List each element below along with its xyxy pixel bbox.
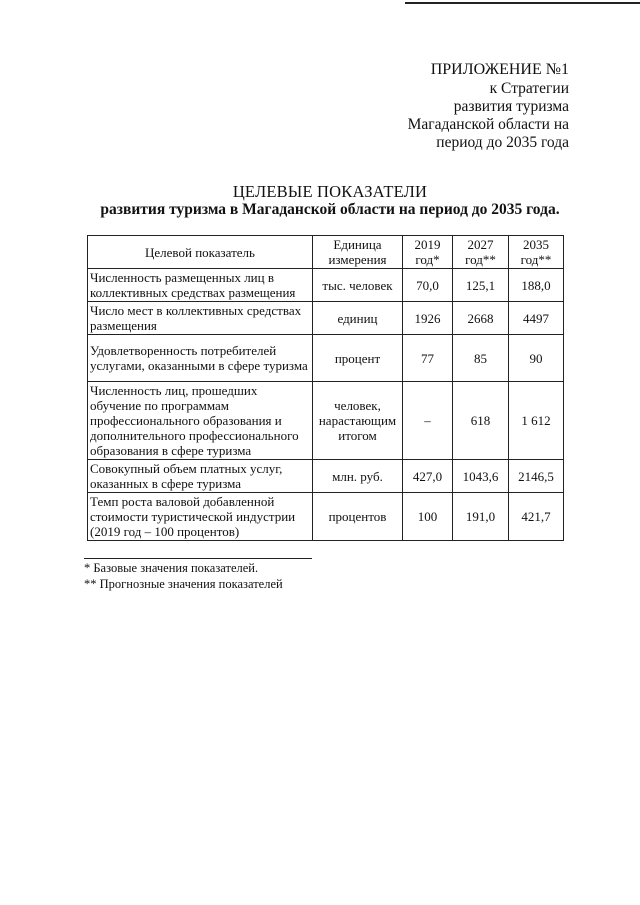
document-title: ЦЕЛЕВЫЕ ПОКАЗАТЕЛИ	[232, 182, 428, 201]
table-header-row	[88, 236, 564, 269]
cell-2027: 125,1	[453, 269, 509, 302]
appendix-line-2: к Стратегии	[489, 80, 569, 97]
cell-indicator: Темп роста валовой добавленной стоимости туристической индустрии (2019 год – 100 процентов)	[88, 493, 313, 541]
cell-indicator: Численность размещенных лиц в коллективных средствах размещения	[88, 269, 313, 302]
cell-2027: 1043,6	[453, 460, 509, 493]
cell-unit: человек, нарастающим итогом	[313, 382, 403, 460]
header-2019: 2019 год*	[403, 236, 453, 269]
header-2027: 2027 год**	[453, 236, 509, 269]
appendix-line-3: развития туризма	[453, 98, 569, 115]
table-row	[88, 302, 564, 335]
footnote-base: * Базовые значения показателей.	[84, 561, 259, 575]
cell-2035: 90	[509, 335, 564, 382]
cell-unit: млн. руб.	[313, 460, 403, 493]
document-subtitle: развития туризма в Магаданской области на период до 2035 года.	[100, 201, 560, 218]
cell-2027: 2668	[453, 302, 509, 335]
cell-2019: 427,0	[403, 460, 453, 493]
header-unit: Единица измерения	[313, 236, 403, 269]
cell-2035: 188,0	[509, 269, 564, 302]
cell-indicator: Число мест в коллективных средствах размещения	[88, 302, 313, 335]
cell-2019: –	[403, 382, 453, 460]
footnote-forecast: ** Прогнозные значения показателей	[84, 577, 283, 591]
appendix-block	[408, 61, 569, 152]
cell-unit: единиц	[313, 302, 403, 335]
table-row	[88, 269, 564, 302]
table-row	[88, 335, 564, 382]
appendix-number: ПРИЛОЖЕНИЕ №1	[430, 61, 569, 78]
cell-2019: 77	[403, 335, 453, 382]
footnote-divider	[84, 558, 312, 559]
cell-indicator: Удовлетворенность потребителей услугами, оказанными в сфере туризма	[88, 335, 313, 382]
cell-2035: 1 612	[509, 382, 564, 460]
header-2035: 2035 год**	[509, 236, 564, 269]
footnotes	[84, 560, 283, 592]
header-rule	[405, 2, 640, 4]
indicators-table	[87, 235, 564, 541]
cell-indicator: Численность лиц, прошедших обучение по программам профессионального образования и дополнительного профессионального образования в сфере туризма	[88, 382, 313, 460]
table-row	[88, 382, 564, 460]
appendix-line-4: Магаданской области на	[407, 116, 569, 133]
cell-2027: 618	[453, 382, 509, 460]
cell-unit: тыс. человек	[313, 269, 403, 302]
header-indicator: Целевой показатель	[88, 236, 313, 269]
cell-2027: 85	[453, 335, 509, 382]
cell-2035: 4497	[509, 302, 564, 335]
cell-2035: 421,7	[509, 493, 564, 541]
table-row	[88, 460, 564, 493]
cell-2019: 100	[403, 493, 453, 541]
cell-unit: процентов	[313, 493, 403, 541]
table-row	[88, 493, 564, 541]
cell-unit: процент	[313, 335, 403, 382]
cell-2027: 191,0	[453, 493, 509, 541]
appendix-line-5: период до 2035 года	[436, 134, 569, 151]
cell-indicator: Совокупный объем платных услуг, оказанных в сфере туризма	[88, 460, 313, 493]
cell-2019: 70,0	[403, 269, 453, 302]
cell-2019: 1926	[403, 302, 453, 335]
cell-2035: 2146,5	[509, 460, 564, 493]
